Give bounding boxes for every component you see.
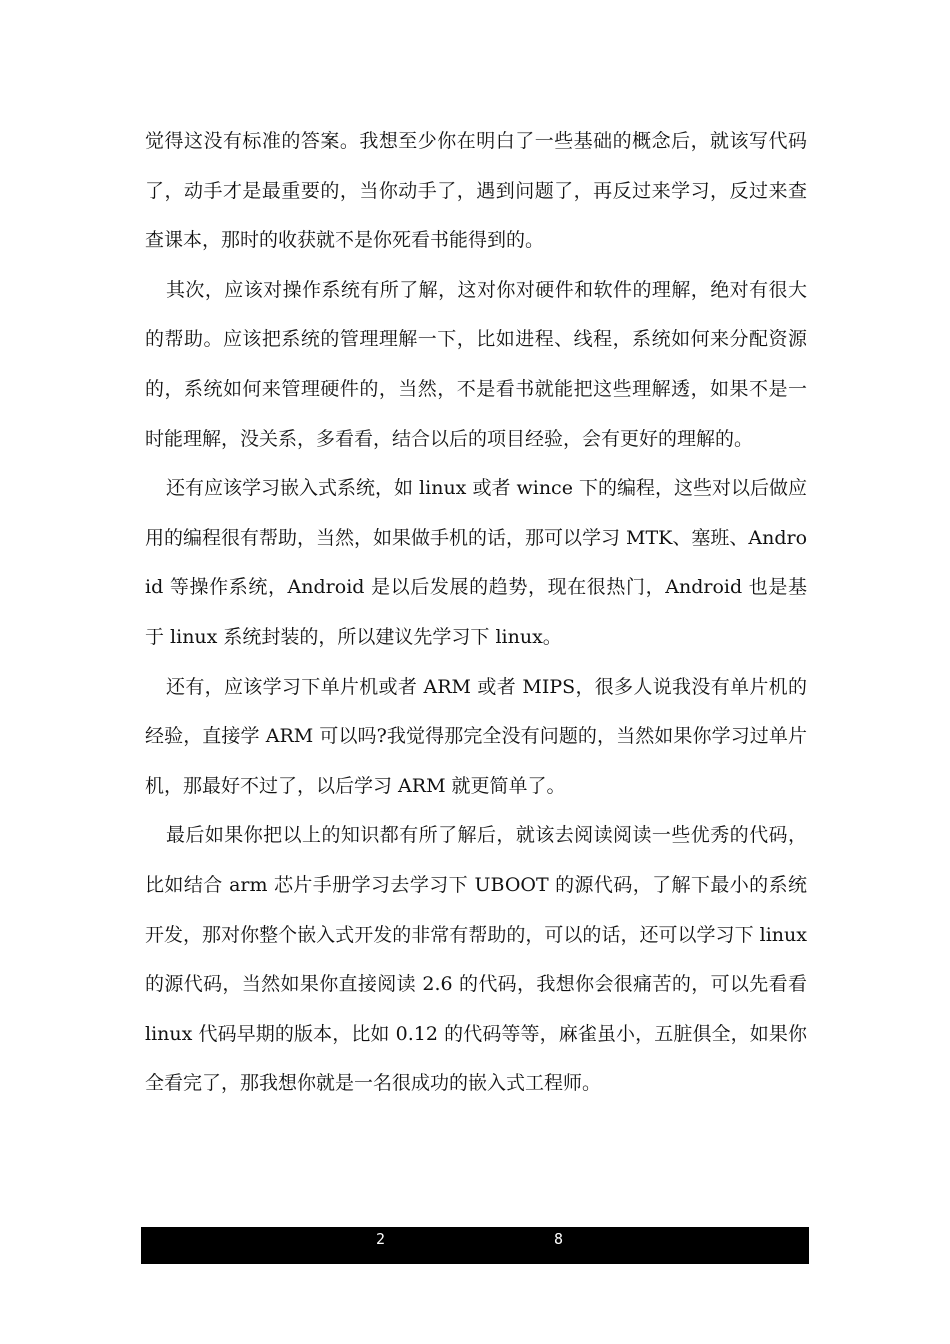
page-number-left: 2 <box>376 1230 386 1248</box>
document-body <box>145 117 807 1109</box>
page-footer-bar <box>141 1227 809 1264</box>
paragraph-3: 还有应该学习嵌入式系统，如 linux 或者 wince 下的编程，这些对以后做应用的编程很有帮助，当然，如果做手机的话，那可以学习 MTK、塞班、Android 等操作系统，Android 是以后发展的趋势，现在很热门，Android 也是基于 linux 系统封装的，所以建议先学习下 linux。 <box>145 477 808 648</box>
paragraph-1: 觉得这没有标准的答案。我想至少你在明白了一些基础的概念后，就该写代码了，动手才是最重要的，当你动手了，遇到问题了，再反过来学习，反过来查查课本，那时的收获就不是你死看书能得到的。 <box>145 130 807 252</box>
paragraph-5: 最后如果你把以上的知识都有所了解后，就该去阅读阅读一些优秀的代码，比如结合 arm 芯片手册学习去学习下 UBOOT 的源代码，了解下最小的系统开发，那对你整个嵌入式开发的非常有帮助的，可以的话，还可以学习下 linux 的源代码，当然如果你直接阅读 2.6 的代码，我想你会很痛苦的，可以先看看 linux 代码早期的版本，比如 0.12 的代码等等，麻雀虽小，五脏俱全，如果你全看完了，那我想你就是一名很成功的嵌入式工程师。 <box>145 824 807 1095</box>
paragraph-2: 其次，应该对操作系统有所了解，这对你对硬件和软件的理解，绝对有很大的帮助。应该把系统的管理理解一下，比如进程、线程，系统如何来分配资源的，系统如何来管理硬件的，当然，不是看书就能把这些理解透，如果不是一时能理解，没关系，多看看，结合以后的项目经验，会有更好的理解的。 <box>145 278 807 450</box>
paragraph-4: 还有，应该学习下单片机或者 ARM 或者 MIPS，很多人说我没有单片机的经验，直接学 ARM 可以吗?我觉得那完全没有问题的，当然如果你学习过单片机，那最好不过了，以后学习 ARM 就更简单了。 <box>145 675 807 797</box>
page-number-right: 8 <box>554 1230 564 1248</box>
